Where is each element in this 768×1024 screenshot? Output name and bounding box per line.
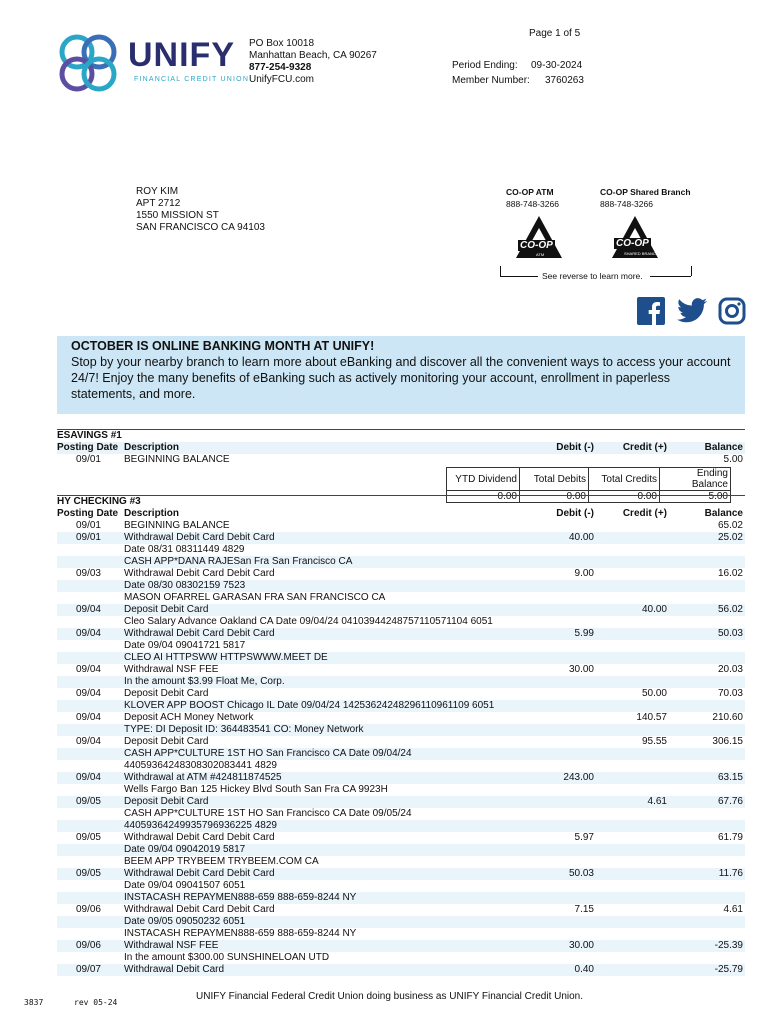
balance-amount: 16.02 [717, 568, 743, 579]
summary-header: Total Credits [589, 468, 660, 491]
transaction-row [57, 604, 745, 616]
balance-amount: 5.00 [723, 454, 743, 465]
description: Deposit Debit Card [124, 736, 209, 747]
coop-branch-logo-text: CO-OP [616, 238, 649, 249]
posting-date: 09/04 [75, 688, 101, 699]
posting-date: 09/06 [75, 940, 101, 951]
summary-header: YTD Dividend [447, 468, 520, 491]
col-description: Description [124, 508, 180, 519]
description: 44059364248308302083441 4829 [124, 760, 277, 771]
description: Date 09/05 09050232 6051 [124, 916, 246, 927]
posting-date: 09/06 [75, 904, 101, 915]
balance-amount: 25.02 [717, 532, 743, 543]
period-label: Period Ending: [452, 60, 518, 71]
description: CLEO AI HTTPSWW HTTPSWWW.MEET DE [124, 652, 328, 663]
debit-amount: 5.97 [574, 832, 594, 843]
facebook-icon[interactable] [637, 297, 665, 325]
checking-title: HY CHECKING #3 [57, 495, 745, 508]
recipient-line: 1550 MISSION ST [136, 210, 219, 221]
member-label: Member Number: [452, 75, 530, 86]
posting-date: 09/04 [75, 628, 101, 639]
description: Withdrawal Debit Card [124, 964, 225, 975]
coop-atm-logo [514, 214, 564, 260]
col-credit: Credit (+) [622, 508, 667, 519]
col-description: Description [124, 442, 180, 453]
logo-tagline: FINANCIAL CREDIT UNION [134, 76, 250, 83]
balance-amount: 70.03 [717, 688, 743, 699]
address-line-2: Manhattan Beach, CA 90267 [249, 50, 377, 61]
summary-header: Total Debits [520, 468, 589, 491]
posting-date: 09/04 [75, 736, 101, 747]
description: Withdrawal Debit Card Debit Card [124, 628, 275, 639]
description: INSTACASH REPAYMEN888-659 888-659-8244 NY [124, 928, 357, 939]
summary-header: Ending Balance [660, 468, 731, 491]
transaction-row [57, 748, 745, 760]
transaction-row [57, 964, 745, 976]
debit-amount: 40.00 [568, 532, 594, 543]
transaction-row [57, 868, 745, 880]
transaction-row [57, 808, 745, 820]
transaction-row [57, 892, 745, 904]
credit-amount: 50.00 [641, 688, 667, 699]
description: Deposit Debit Card [124, 796, 209, 807]
transaction-row [57, 760, 745, 772]
transaction-row [57, 928, 745, 940]
debit-amount: 7.15 [574, 904, 594, 915]
col-balance: Balance [704, 508, 743, 519]
balance-amount: 4.61 [723, 904, 743, 915]
balance-amount: 61.79 [717, 832, 743, 843]
description: Withdrawal at ATM #424811874525 [124, 772, 282, 783]
description: Wells Fargo Ban 125 Hickey Blvd South San Fra CA 9923H [124, 784, 388, 795]
footer-text: UNIFY Financial Federal Credit Union doing business as UNIFY Financial Credit Union. [196, 991, 584, 1002]
col-posting-date: Posting Date [57, 508, 119, 519]
transaction-row [57, 784, 745, 796]
description: Date 09/04 09041721 5817 [124, 640, 246, 651]
debit-amount: 5.99 [574, 628, 594, 639]
balance-amount: 11.76 [718, 868, 743, 879]
transaction-row [57, 916, 745, 928]
description: Deposit ACH Money Network [124, 712, 254, 723]
description: Withdrawal Debit Card Debit Card [124, 868, 275, 879]
col-credit: Credit (+) [622, 442, 667, 453]
recipient-line: SAN FRANCISCO CA 94103 [136, 222, 265, 233]
reverse-rule-left [500, 276, 538, 277]
transaction-row [57, 568, 745, 580]
coop-atm-logo-text: CO-OP [520, 240, 553, 251]
logo-name: UNIFY [128, 36, 235, 74]
description: CASH APP*CULTURE 1ST HO San Francisco CA Date 09/05/24 [124, 808, 412, 819]
debit-amount: 0.40 [574, 964, 594, 975]
summary-value: 0.00 [520, 491, 589, 503]
transaction-row [57, 676, 745, 688]
transaction-row [57, 940, 745, 952]
description: 44059364249935796936225 4829 [124, 820, 277, 831]
unify-logo-mark-icon [55, 30, 121, 96]
cu-website[interactable]: UnifyFCU.com [249, 74, 315, 85]
revision: rev 05-24 [74, 998, 118, 1007]
transaction-row [57, 580, 745, 592]
summary-value: 0.00 [589, 491, 660, 503]
cu-phone[interactable]: 877-254-9328 [249, 62, 312, 73]
balance-amount: 56.02 [717, 604, 743, 615]
coop-atm-title: CO-OP ATM [506, 187, 554, 197]
twitter-icon[interactable] [676, 297, 708, 325]
transaction-row [57, 628, 745, 640]
credit-amount: 95.55 [641, 736, 667, 747]
description: Date 09/04 09041507 6051 [124, 880, 246, 891]
description: BEGINNING BALANCE [124, 520, 230, 531]
col-posting-date: Posting Date [57, 442, 119, 453]
savings-column-header [57, 442, 745, 454]
banner-body: Stop by your nearby branch to learn more about eBanking and discover all the convenient ways to access your account 24/7! Enjoy the many benefits of eBanking such as actively monitoring your account, enrollment in paperless statements, and more. [71, 355, 731, 401]
transaction-row [57, 832, 745, 844]
balance-amount: 306.15 [712, 736, 743, 747]
balance-amount: 65.02 [717, 520, 743, 531]
description: Withdrawal Debit Card Debit Card [124, 832, 275, 843]
description: Deposit Debit Card [124, 604, 209, 615]
description: CASH APP*DANA RAJESan Fra San Francisco CA [124, 556, 353, 567]
period-value: 09-30-2024 [531, 60, 583, 71]
transaction-row [57, 544, 745, 556]
recipient-address [136, 186, 265, 234]
debit-amount: 9.00 [574, 568, 594, 579]
description: Withdrawal NSF FEE [124, 664, 219, 675]
coop-branch-phone: 888-748-3266 [600, 199, 653, 209]
posting-date: 09/04 [75, 772, 101, 783]
transaction-row [57, 532, 745, 544]
description: Cleo Salary Advance Oakland CA Date 09/04/24 04103944248757110571104 6051 [124, 616, 493, 627]
transaction-row [57, 724, 745, 736]
description: KLOVER APP BOOST Chicago IL Date 09/04/24 14253624248296110961109 6051 [124, 700, 495, 711]
summary-value: 5.00 [660, 491, 731, 503]
coop-branch-logo [610, 214, 660, 260]
transaction-row [57, 904, 745, 916]
transaction-row [57, 640, 745, 652]
page-number: Page 1 of 5 [529, 28, 581, 39]
description: Deposit Debit Card [124, 688, 209, 699]
transaction-row [57, 844, 745, 856]
description: Withdrawal Debit Card Debit Card [124, 904, 275, 915]
member-value: 3760263 [545, 75, 584, 86]
transaction-row [57, 880, 745, 892]
balance-amount: 20.03 [717, 664, 743, 675]
description: TYPE: DI Deposit ID: 364483541 CO: Money Network [124, 724, 364, 735]
posting-date: 09/03 [75, 568, 101, 579]
unify-logo [55, 30, 121, 101]
posting-date: 09/01 [75, 454, 101, 465]
transaction-row [57, 520, 745, 532]
description: Date 08/30 08302159 7523 [124, 580, 246, 591]
form-code: 3837 [24, 998, 44, 1007]
posting-date: 09/01 [75, 532, 101, 543]
transaction-row [57, 856, 745, 868]
savings-title: ESAVINGS #1 [57, 429, 745, 442]
posting-date: 09/04 [75, 664, 101, 675]
balance-amount: 50.03 [717, 628, 743, 639]
col-debit: Debit (-) [556, 442, 594, 453]
transaction-row [57, 616, 745, 628]
description: Date 08/31 08311449 4829 [124, 544, 245, 555]
address-line-1: PO Box 10018 [249, 38, 315, 49]
checking-column-header [57, 508, 745, 520]
transaction-row [57, 556, 745, 568]
instagram-icon[interactable] [718, 297, 746, 325]
coop-atm-logo-sub: ATM [536, 252, 545, 257]
posting-date: 09/01 [75, 520, 101, 531]
transaction-row [57, 772, 745, 784]
transaction-row [57, 700, 745, 712]
reverse-note: See reverse to learn more. [542, 271, 643, 281]
posting-date: 09/04 [75, 604, 101, 615]
transaction-row [57, 820, 745, 832]
description: INSTACASH REPAYMEN888-659 888-659-8244 NY [124, 892, 357, 903]
balance-amount: 67.76 [717, 796, 743, 807]
banner-title: OCTOBER IS ONLINE BANKING MONTH AT UNIFY! [71, 339, 375, 353]
description: BEGINNING BALANCE [124, 454, 230, 465]
balance-amount: -25.39 [714, 940, 743, 951]
description: In the amount $3.99 Float Me, Corp. [124, 676, 285, 687]
summary-value: 0.00 [447, 491, 520, 503]
debit-amount: 243.00 [563, 772, 594, 783]
reverse-rule-right [650, 276, 691, 277]
col-balance: Balance [704, 442, 743, 453]
description: Date 09/04 09042019 5817 [124, 844, 246, 855]
transaction-row [57, 454, 745, 466]
coop-branch-title: CO-OP Shared Branch [600, 187, 691, 197]
description: Withdrawal Debit Card Debit Card [124, 532, 275, 543]
credit-amount: 40.00 [641, 604, 667, 615]
balance-amount: 63.15 [717, 772, 743, 783]
transaction-row [57, 664, 745, 676]
transaction-row [57, 712, 745, 724]
posting-date: 09/05 [75, 832, 101, 843]
col-debit: Debit (-) [556, 508, 594, 519]
debit-amount: 30.00 [568, 664, 594, 675]
checking-section [57, 495, 745, 976]
transaction-row [57, 688, 745, 700]
transaction-row [57, 652, 745, 664]
debit-amount: 50.03 [568, 868, 594, 879]
posting-date: 09/05 [75, 796, 101, 807]
balance-amount: 210.60 [712, 712, 743, 723]
posting-date: 09/04 [75, 712, 101, 723]
coop-atm-phone: 888-748-3266 [506, 199, 559, 209]
balance-amount: -25.79 [714, 964, 743, 975]
description: MASON OFARREL GARASAN FRA SAN FRANCISCO CA [124, 592, 386, 603]
posting-date: 09/05 [75, 868, 101, 879]
description: In the amount $300.00 SUNSHINELOAN UTD [124, 952, 330, 963]
description: BEEM APP TRYBEEM TRYBEEM.COM CA [124, 856, 319, 867]
posting-date: 09/07 [75, 964, 101, 975]
debit-amount: 30.00 [568, 940, 594, 951]
cu-address [249, 38, 377, 86]
transaction-row [57, 952, 745, 964]
promo-banner [57, 336, 745, 414]
transaction-row [57, 736, 745, 748]
transaction-row [57, 592, 745, 604]
credit-amount: 140.57 [636, 712, 667, 723]
recipient-line: ROY KIM [136, 186, 179, 197]
description: Withdrawal NSF FEE [124, 940, 219, 951]
credit-amount: 4.61 [647, 796, 667, 807]
description: Withdrawal Debit Card Debit Card [124, 568, 275, 579]
recipient-line: APT 2712 [136, 198, 181, 209]
description: CASH APP*CULTURE 1ST HO San Francisco CA Date 09/04/24 [124, 748, 412, 759]
transaction-row [57, 796, 745, 808]
coop-branch-logo-sub: SHARED BRANCH [624, 251, 659, 256]
